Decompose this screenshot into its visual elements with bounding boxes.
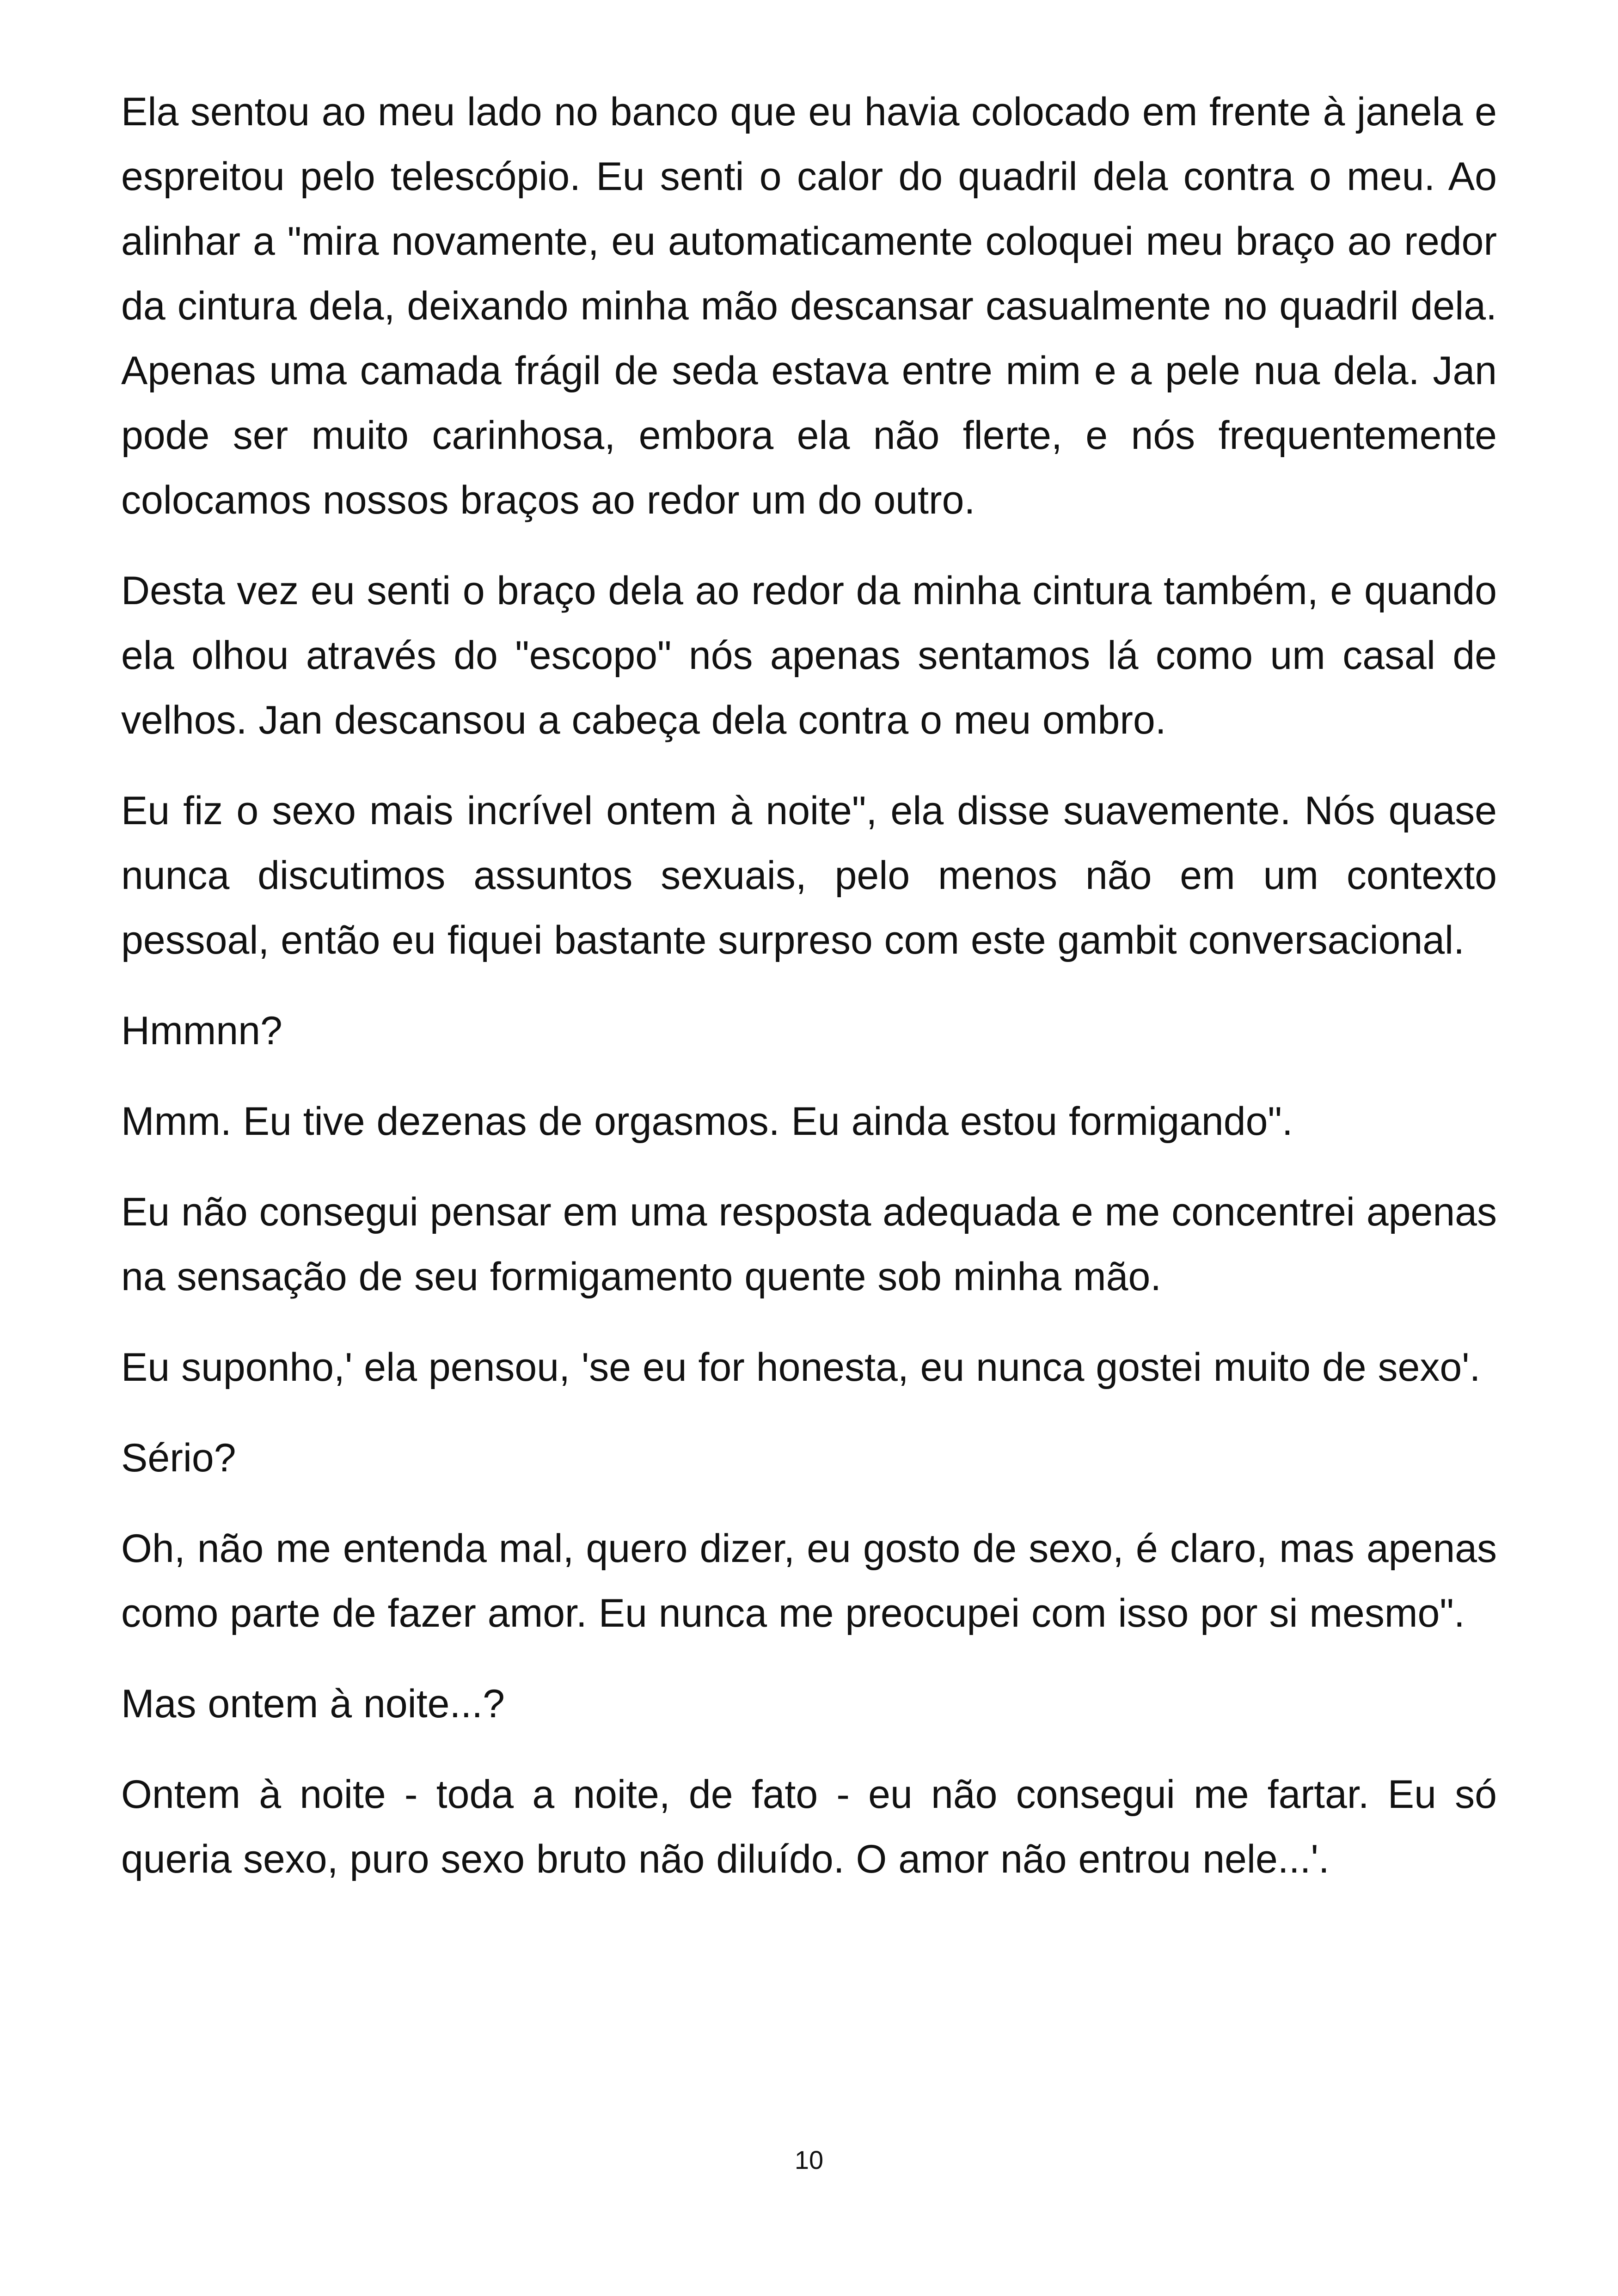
paragraph-1: Ela sentou ao meu lado no banco que eu havia colocado em frente à janela e espreitou pelo telescópio. Eu senti o calor do quadril dela contra o meu. Ao alinhar a "mira novamente, eu automaticamente coloquei meu braço ao redor da cintura dela, deixando minha mão descansar casualmente no quadril dela. Apenas uma camada frágil de seda estava entre mim e a pele nua dela. Jan pode ser muito carinhosa, embora ela não flerte, e nós frequentemente colocamos nossos braços ao redor um do outro. bbox=[121, 90, 1497, 522]
page-number: 10 bbox=[794, 2145, 824, 2174]
paragraph-5: Mmm. Eu tive dezenas de orgasmos. Eu ainda estou formigando". bbox=[121, 1099, 1293, 1144]
paragraph-8: Sério? bbox=[121, 1436, 236, 1480]
paragraph-3: Eu fiz o sexo mais incrível ontem à noite", ela disse suavemente. Nós quase nunca discutimos assuntos sexuais, pelo menos não em um contexto pessoal, então eu fiquei bastante surpreso com este gambit conversacional. bbox=[121, 789, 1497, 962]
paragraph-4: Hmmnn? bbox=[121, 1009, 282, 1053]
body-text bbox=[121, 80, 1497, 1917]
paragraph-2: Desta vez eu senti o braço dela ao redor da minha cintura também, e quando ela olhou através do "escopo" nós apenas sentamos lá como um casal de velhos. Jan descansou a cabeça dela contra o meu ombro. bbox=[121, 569, 1497, 742]
paragraph-11: Ontem à noite - toda a noite, de fato - eu não consegui me fartar. Eu só queria sexo, puro sexo bruto não diluído. O amor não entrou nele...'. bbox=[121, 1772, 1497, 1881]
paragraph-7: Eu suponho,' ela pensou, 'se eu for honesta, eu nunca gostei muito de sexo'. bbox=[121, 1345, 1481, 1390]
paragraph-10: Mas ontem à noite...? bbox=[121, 1682, 505, 1726]
paragraph-9: Oh, não me entenda mal, quero dizer, eu gosto de sexo, é claro, mas apenas como parte de fazer amor. Eu nunca me preocupei com isso por si mesmo". bbox=[121, 1526, 1497, 1635]
paragraph-6: Eu não consegui pensar em uma resposta adequada e me concentrei apenas na sensação de seu formigamento quente sob minha mão. bbox=[121, 1190, 1497, 1299]
